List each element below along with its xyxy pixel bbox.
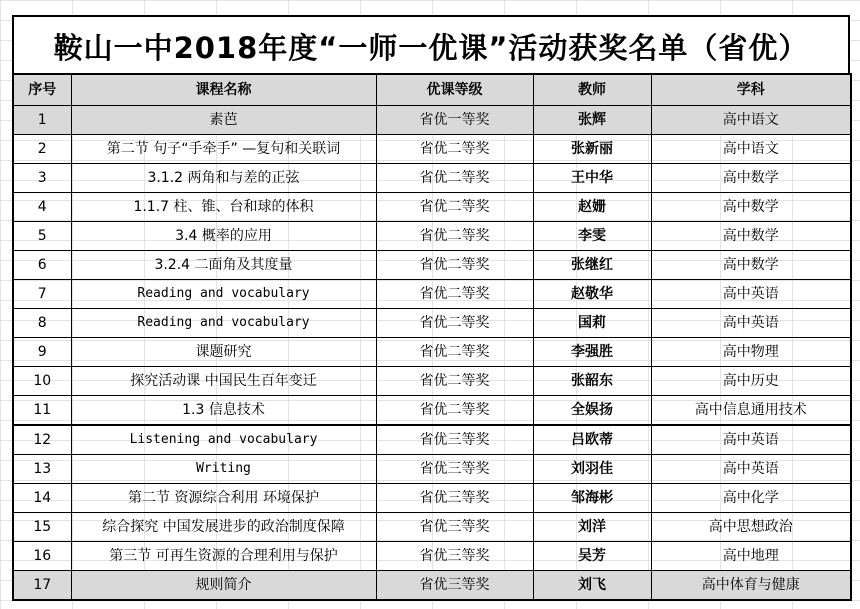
row-number-cell: 2 (13, 135, 71, 164)
teacher-cell: 李雯 (533, 222, 651, 251)
course-name-cell: Reading and vocabulary (71, 280, 376, 309)
course-name-cell: 3.1.2 两角和与差的正弦 (71, 164, 376, 193)
subject-cell: 高中语文 (651, 135, 851, 164)
table-row (13, 106, 851, 135)
subject-cell: 高中数学 (651, 222, 851, 251)
page-title: 鞍山一中2018年度“一师一优课”活动获奖名单（省优） (12, 15, 850, 75)
award-table (12, 73, 852, 601)
table-body (13, 106, 851, 601)
teacher-cell: 邹海彬 (533, 484, 651, 513)
header-teacher: 教师 (533, 74, 651, 106)
teacher-cell: 刘洋 (533, 513, 651, 542)
subject-cell: 高中化学 (651, 484, 851, 513)
row-number-cell: 6 (13, 251, 71, 280)
row-number-cell: 8 (13, 309, 71, 338)
award-level-cell: 省优二等奖 (376, 135, 533, 164)
row-number-cell: 9 (13, 338, 71, 367)
subject-cell: 高中信息通用技术 (651, 396, 851, 426)
teacher-cell: 全娱扬 (533, 396, 651, 426)
award-level-cell: 省优二等奖 (376, 280, 533, 309)
table-row (13, 455, 851, 484)
course-name-cell: 第二节 资源综合利用 环境保护 (71, 484, 376, 513)
course-name-cell: 素芭 (71, 106, 376, 135)
table-row (13, 164, 851, 193)
row-number-cell: 13 (13, 455, 71, 484)
row-number-cell: 11 (13, 396, 71, 426)
table-row (13, 571, 851, 601)
course-name-cell: 规则简介 (71, 571, 376, 601)
teacher-cell: 刘飞 (533, 571, 651, 601)
award-level-cell: 省优二等奖 (376, 164, 533, 193)
subject-cell: 高中英语 (651, 455, 851, 484)
course-name-cell: 课题研究 (71, 338, 376, 367)
award-level-cell: 省优三等奖 (376, 513, 533, 542)
course-name-cell: 探究活动课 中国民生百年变迁 (71, 367, 376, 396)
header-no: 序号 (13, 74, 71, 106)
award-level-cell: 省优三等奖 (376, 455, 533, 484)
row-number-cell: 5 (13, 222, 71, 251)
teacher-cell: 吴芳 (533, 542, 651, 571)
table-row (13, 513, 851, 542)
teacher-cell: 王中华 (533, 164, 651, 193)
subject-cell: 高中数学 (651, 193, 851, 222)
header-subject: 学科 (651, 74, 851, 106)
course-name-cell: 第三节 可再生资源的合理利用与保护 (71, 542, 376, 571)
row-number-cell: 3 (13, 164, 71, 193)
table-row (13, 309, 851, 338)
header-course: 课程名称 (71, 74, 376, 106)
course-name-cell: 3.4 概率的应用 (71, 222, 376, 251)
table-row (13, 193, 851, 222)
row-number-cell: 4 (13, 193, 71, 222)
subject-cell: 高中物理 (651, 338, 851, 367)
table-row (13, 338, 851, 367)
subject-cell: 高中数学 (651, 164, 851, 193)
header-row (13, 74, 851, 106)
subject-cell: 高中英语 (651, 309, 851, 338)
course-name-cell: 第二节 句子“手牵手” —复句和关联词 (71, 135, 376, 164)
table-row (13, 251, 851, 280)
subject-cell: 高中思想政治 (651, 513, 851, 542)
course-name-cell: 综合探究 中国发展进步的政治制度保障 (71, 513, 376, 542)
subject-cell: 高中语文 (651, 106, 851, 135)
table-row (13, 222, 851, 251)
table-row (13, 396, 851, 426)
row-number-cell: 16 (13, 542, 71, 571)
row-number-cell: 15 (13, 513, 71, 542)
award-level-cell: 省优二等奖 (376, 193, 533, 222)
course-name-cell: Listening and vocabulary (71, 425, 376, 455)
teacher-cell: 赵敬华 (533, 280, 651, 309)
award-level-cell: 省优一等奖 (376, 106, 533, 135)
table-row (13, 135, 851, 164)
award-level-cell: 省优二等奖 (376, 309, 533, 338)
teacher-cell: 李强胜 (533, 338, 651, 367)
table-row (13, 542, 851, 571)
award-level-cell: 省优三等奖 (376, 484, 533, 513)
header-level: 优课等级 (376, 74, 533, 106)
subject-cell: 高中地理 (651, 542, 851, 571)
table-row (13, 280, 851, 309)
teacher-cell: 张新丽 (533, 135, 651, 164)
teacher-cell: 张辉 (533, 106, 651, 135)
teacher-cell: 张韶东 (533, 367, 651, 396)
teacher-cell: 刘羽佳 (533, 455, 651, 484)
row-number-cell: 7 (13, 280, 71, 309)
course-name-cell: Reading and vocabulary (71, 309, 376, 338)
course-name-cell: 3.2.4 二面角及其度量 (71, 251, 376, 280)
award-level-cell: 省优二等奖 (376, 251, 533, 280)
award-level-cell: 省优二等奖 (376, 367, 533, 396)
award-level-cell: 省优二等奖 (376, 338, 533, 367)
subject-cell: 高中体育与健康 (651, 571, 851, 601)
teacher-cell: 张继红 (533, 251, 651, 280)
subject-cell: 高中数学 (651, 251, 851, 280)
table-row (13, 484, 851, 513)
course-name-cell: 1.3 信息技术 (71, 396, 376, 426)
row-number-cell: 12 (13, 425, 71, 455)
teacher-cell: 赵姗 (533, 193, 651, 222)
teacher-cell: 吕欧蒂 (533, 425, 651, 455)
award-level-cell: 省优三等奖 (376, 571, 533, 601)
award-level-cell: 省优二等奖 (376, 396, 533, 426)
subject-cell: 高中英语 (651, 425, 851, 455)
award-level-cell: 省优三等奖 (376, 542, 533, 571)
table-row (13, 367, 851, 396)
table-row (13, 425, 851, 455)
course-name-cell: Writing (71, 455, 376, 484)
award-level-cell: 省优三等奖 (376, 425, 533, 455)
row-number-cell: 10 (13, 367, 71, 396)
course-name-cell: 1.1.7 柱、锥、台和球的体积 (71, 193, 376, 222)
teacher-cell: 国莉 (533, 309, 651, 338)
award-level-cell: 省优二等奖 (376, 222, 533, 251)
subject-cell: 高中历史 (651, 367, 851, 396)
row-number-cell: 14 (13, 484, 71, 513)
row-number-cell: 1 (13, 106, 71, 135)
subject-cell: 高中英语 (651, 280, 851, 309)
row-number-cell: 17 (13, 571, 71, 601)
